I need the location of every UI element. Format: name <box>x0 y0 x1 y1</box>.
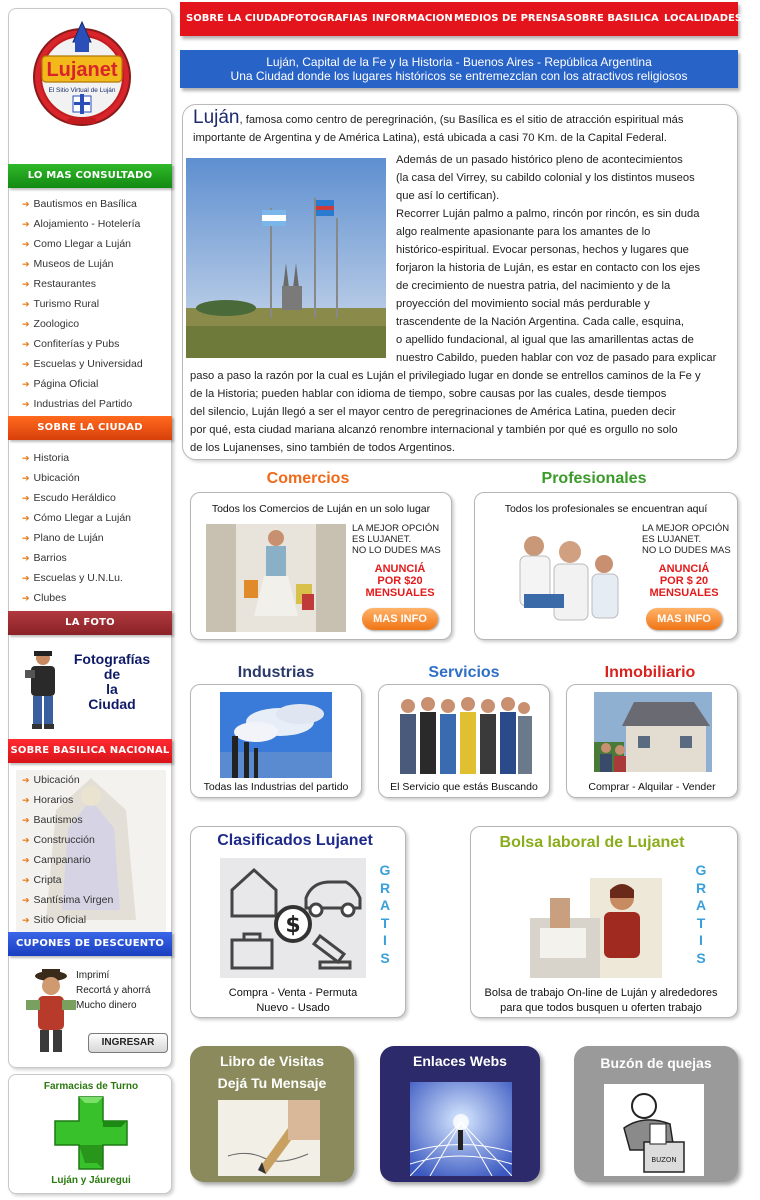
menu-item-santisima-virgen[interactable]: ➔ Santísima Virgen <box>22 894 114 906</box>
arrow-icon: ➔ <box>22 533 30 543</box>
menu-item-como-llegar[interactable]: ➔ Como Llegar a Luján <box>22 238 132 250</box>
comercios-title: Comercios <box>266 470 350 487</box>
shopping-woman-image <box>206 524 346 632</box>
menu-item-industrias[interactable]: ➔ Industrias del Partido <box>22 398 133 410</box>
menu-item-clubes[interactable]: ➔ Clubes <box>22 592 67 604</box>
industrias-title: Industrias <box>237 664 315 681</box>
arrow-icon: ➔ <box>22 513 30 523</box>
nav-medios-de-prensa[interactable]: MEDIOS DE PRENSA <box>454 13 566 24</box>
menu-item-cripta[interactable]: ➔ Cripta <box>22 874 62 886</box>
doctors-image <box>504 524 632 632</box>
inmobiliario-caption: Comprar - Alquilar - Vender <box>588 781 716 793</box>
menu-item-plano[interactable]: ➔ Plano de Luján <box>22 532 104 544</box>
section-header-basilica: SOBRE BASILICA NACIONAL <box>8 739 172 763</box>
arrow-icon: ➔ <box>22 875 30 885</box>
menu-item-bautismos-basilica[interactable]: ➔ Bautismos en Basílica <box>22 198 137 210</box>
menu-sobre-ciudad <box>22 448 172 608</box>
banner-line-2: Una Ciudad donde los lugares históricos se entremezclan con los atractivos religiosos <box>230 69 688 83</box>
menu-item-horarios[interactable]: ➔ Horarios <box>22 794 74 806</box>
arrow-icon: ➔ <box>22 855 30 865</box>
menu-item-zoologico[interactable]: ➔ Zoologico <box>22 318 80 330</box>
workers-image <box>394 692 534 778</box>
buzon-quejas-box[interactable] <box>574 1046 738 1182</box>
arrow-icon: ➔ <box>22 379 30 389</box>
menu-item-restaurantes[interactable]: ➔ Restaurantes <box>22 278 96 290</box>
menu-basilica <box>22 770 172 930</box>
farmacias-subtitle: Luján y Jáuregui <box>51 1175 131 1186</box>
fotografias-caption: Fotografías de la Ciudad <box>73 651 151 712</box>
menu-item-barrios[interactable]: ➔ Barrios <box>22 552 67 564</box>
nav-informacion[interactable]: INFORMACION <box>372 13 453 24</box>
photographer-image <box>20 648 66 730</box>
menu-item-museos[interactable]: ➔ Museos de Luján <box>22 258 114 270</box>
intro-lead-word: Luján <box>193 107 240 128</box>
libro-visitas-title: Libro de Visitas Dejá Tu Mensaje <box>217 1053 327 1091</box>
intro-full-paragraph: paso a paso la razón por la cual es Luján el privilegiado lugar en donde se entrellos caminos de la Fe y de la Historia; pueden hablar con idioma de tiempo, sobre causas por las cuales, desde tiempos del silencio, Luján llegó a ser el mayor centro de peregrinaciones de América Latina, pueden decir por qué, esta ciudad mariana alcanzó renombre internacional y también por qué es orgullo no solo de los Lujanenses, sino también de todos Argentinos. <box>190 370 701 454</box>
enlaces-webs-title: Enlaces Webs <box>413 1053 507 1069</box>
buzon-image-label: BUZON <box>651 1156 677 1164</box>
comercios-promo: LA MEJOR OPCIÓN ES LUJANET. NO LO DUDES MAS <box>352 523 441 556</box>
intro-side-paragraph: Además de un pasado histórico pleno de acontecimientos (la casa del Virrey, su cabildo colonial y los distintos museos que así lo certifican). Recorrer Luján palmo a palmo, rincón por rincón, es sin duda algo realmente apasionante para los amantes de lo histórico-espiritual. Evocar personas, hechos y lugares que forjaron la historia de Luján, es estar en contacto con los ejes de crecimiento de nuestra patria, del nacimiento y de la proyección del movimiento social más perdurable y trascendente de la Nación Argentina. Cada calle, esquina, o apellido fundacional, al igual que las amarillentas actas de nuestro Cabildo, pueden hablar con voz de pasado para explicar <box>396 154 717 364</box>
profesionales-promo: LA MEJOR OPCIÓN ES LUJANET. NO LO DUDES MAS <box>642 523 731 556</box>
menu-item-historia[interactable]: ➔ Historia <box>22 452 70 464</box>
arrow-icon: ➔ <box>22 279 30 289</box>
pharmacy-cross-icon <box>53 1095 129 1171</box>
menu-item-alojamiento[interactable]: ➔ Alojamiento - Hotelería <box>22 218 141 230</box>
nav-sobre-basilica[interactable]: SOBRE BASILICA <box>566 13 659 24</box>
office-worker-image <box>530 858 662 978</box>
logo-tagline: El Sitio Virtual de Luján <box>48 87 116 94</box>
menu-item-construccion[interactable]: ➔ Construcción <box>22 834 95 846</box>
farmacias-box[interactable] <box>8 1074 172 1194</box>
profesionales-caption: Todos los profesionales se encuentran aquí <box>504 503 708 515</box>
libro-visitas-box[interactable] <box>190 1046 354 1182</box>
servicios-caption: El Servicio que estás Buscando <box>390 781 538 793</box>
menu-item-ubicacion[interactable]: ➔ Ubicación <box>22 472 80 484</box>
section-header-la-foto: LA FOTO <box>8 611 172 635</box>
bolsa-gratis: G R A T I S <box>695 862 707 966</box>
banner-line-1: Luján, Capital de la Fe y la Historia - Buenos Aires - República Argentina <box>266 55 652 69</box>
arrow-icon: ➔ <box>22 775 30 785</box>
industrias-caption: Todas las Industrias del partido <box>203 781 349 793</box>
menu-item-escudo[interactable]: ➔ Escudo Heráldico <box>22 492 116 504</box>
bolsa-title: Bolsa laboral de Lujanet <box>499 834 685 851</box>
clasificados-icons-image <box>220 858 366 978</box>
arrow-icon: ➔ <box>22 359 30 369</box>
farmacias-title: Farmacias de Turno <box>43 1081 139 1092</box>
arrow-icon: ➔ <box>22 319 30 329</box>
house-image <box>594 692 712 772</box>
arrow-icon: ➔ <box>22 573 30 583</box>
menu-item-pagina-oficial[interactable]: ➔ Página Oficial <box>22 378 99 390</box>
arrow-icon: ➔ <box>22 593 30 603</box>
arrow-icon: ➔ <box>22 453 30 463</box>
nav-fotografias[interactable]: FOTOGRAFIAS <box>288 13 368 24</box>
money-man-image <box>24 966 78 1054</box>
complaint-box-image <box>604 1084 704 1176</box>
lujanet-logo[interactable] <box>32 18 132 136</box>
arrow-icon: ➔ <box>22 795 30 805</box>
subtitle-banner <box>180 50 738 88</box>
menu-item-sitio-oficial[interactable]: ➔ Sitio Oficial <box>22 914 87 926</box>
arrow-icon: ➔ <box>22 473 30 483</box>
clasificados-gratis: G R A T I S <box>379 862 391 966</box>
arrow-icon: ➔ <box>22 895 30 905</box>
arrow-icon: ➔ <box>22 915 30 925</box>
bolsa-caption: Bolsa de trabajo On-line de Luján y alrededores para que todos busquen u oferten trabajo <box>484 987 718 1014</box>
web-globe-image <box>410 1082 512 1176</box>
intro-heading: Luján, famosa como centro de peregrinación, (su Basílica es el sitio de atracción espiritual más importante de Argentina y de América Latina), está ubicada a casi 70 Km. de la Capital Federal. <box>193 107 684 144</box>
enlaces-webs-box[interactable] <box>380 1046 540 1182</box>
comercios-anuncia: ANUNCIÁ POR $20 MENSUALES <box>365 563 435 599</box>
arrow-icon: ➔ <box>22 259 30 269</box>
arrow-icon: ➔ <box>22 219 30 229</box>
section-header-sobre-ciudad: SOBRE LA CIUDAD <box>8 416 172 440</box>
menu-mas-consultado <box>22 194 172 414</box>
menu-item-escuelas-unlu[interactable]: ➔ Escuelas y U.N.Lu. <box>22 572 123 584</box>
nav-sobre-la-ciudad[interactable]: SOBRE LA CIUDAD <box>186 13 289 24</box>
nav-localidades[interactable]: LOCALIDADES <box>664 13 743 24</box>
menu-item-campanario[interactable]: ➔ Campanario <box>22 854 91 866</box>
arrow-icon: ➔ <box>22 339 30 349</box>
svg-text:$: $ <box>285 913 301 938</box>
arrow-icon: ➔ <box>22 399 30 409</box>
comercios-mas-info-button[interactable]: MAS INFO <box>362 608 438 630</box>
coupon-text: Imprimí Recortá y ahorrá Mucho dinero <box>76 970 151 1011</box>
arrow-icon: ➔ <box>22 815 30 825</box>
menu-item-turismo-rural[interactable]: ➔ Turismo Rural <box>22 298 100 310</box>
buzon-quejas-title: Buzón de quejas <box>600 1055 712 1071</box>
arrow-icon: ➔ <box>22 553 30 563</box>
factory-smoke-image <box>220 692 332 778</box>
menu-item-bautismos[interactable]: ➔ Bautismos <box>22 814 83 826</box>
menu-item-confiterias[interactable]: ➔ Confiterías y Pubs <box>22 338 120 350</box>
inmobiliario-title: Inmobiliario <box>604 664 696 681</box>
profesionales-mas-info-button[interactable]: MAS INFO <box>646 608 722 630</box>
clasificados-title: Clasificados Lujanet <box>217 832 373 849</box>
clasificados-caption: Compra - Venta - Permuta Nuevo - Usado <box>228 987 358 1014</box>
profesionales-anuncia: ANUNCIÁ POR $ 20 MENSUALES <box>649 563 719 599</box>
arrow-icon: ➔ <box>22 493 30 503</box>
arrow-icon: ➔ <box>22 199 30 209</box>
profesionales-title: Profesionales <box>541 470 647 487</box>
menu-item-basilica-ubicacion[interactable]: ➔ Ubicación <box>22 774 80 786</box>
section-header-mas-consultado: LO MAS CONSULTADO <box>8 164 172 188</box>
fotografias-link[interactable] <box>16 646 156 730</box>
pen-writing-image <box>218 1100 320 1176</box>
top-nav <box>180 2 743 36</box>
plaza-photo <box>186 158 386 358</box>
arrow-icon: ➔ <box>22 239 30 249</box>
section-header-cupones: CUPONES DE DESCUENTO <box>8 932 172 956</box>
ingresar-button[interactable]: INGRESAR <box>88 1033 168 1053</box>
servicios-title: Servicios <box>428 664 500 681</box>
arrow-icon: ➔ <box>22 299 30 309</box>
menu-item-como-llegar-2[interactable]: ➔ Cómo Llegar a Luján <box>22 512 132 524</box>
logo-name: Lujanet <box>46 59 118 81</box>
menu-item-escuelas-universidad[interactable]: ➔ Escuelas y Universidad <box>22 358 143 370</box>
arrow-icon: ➔ <box>22 835 30 845</box>
comercios-caption: Todos los Comercios de Luján en un solo lugar <box>211 503 431 515</box>
